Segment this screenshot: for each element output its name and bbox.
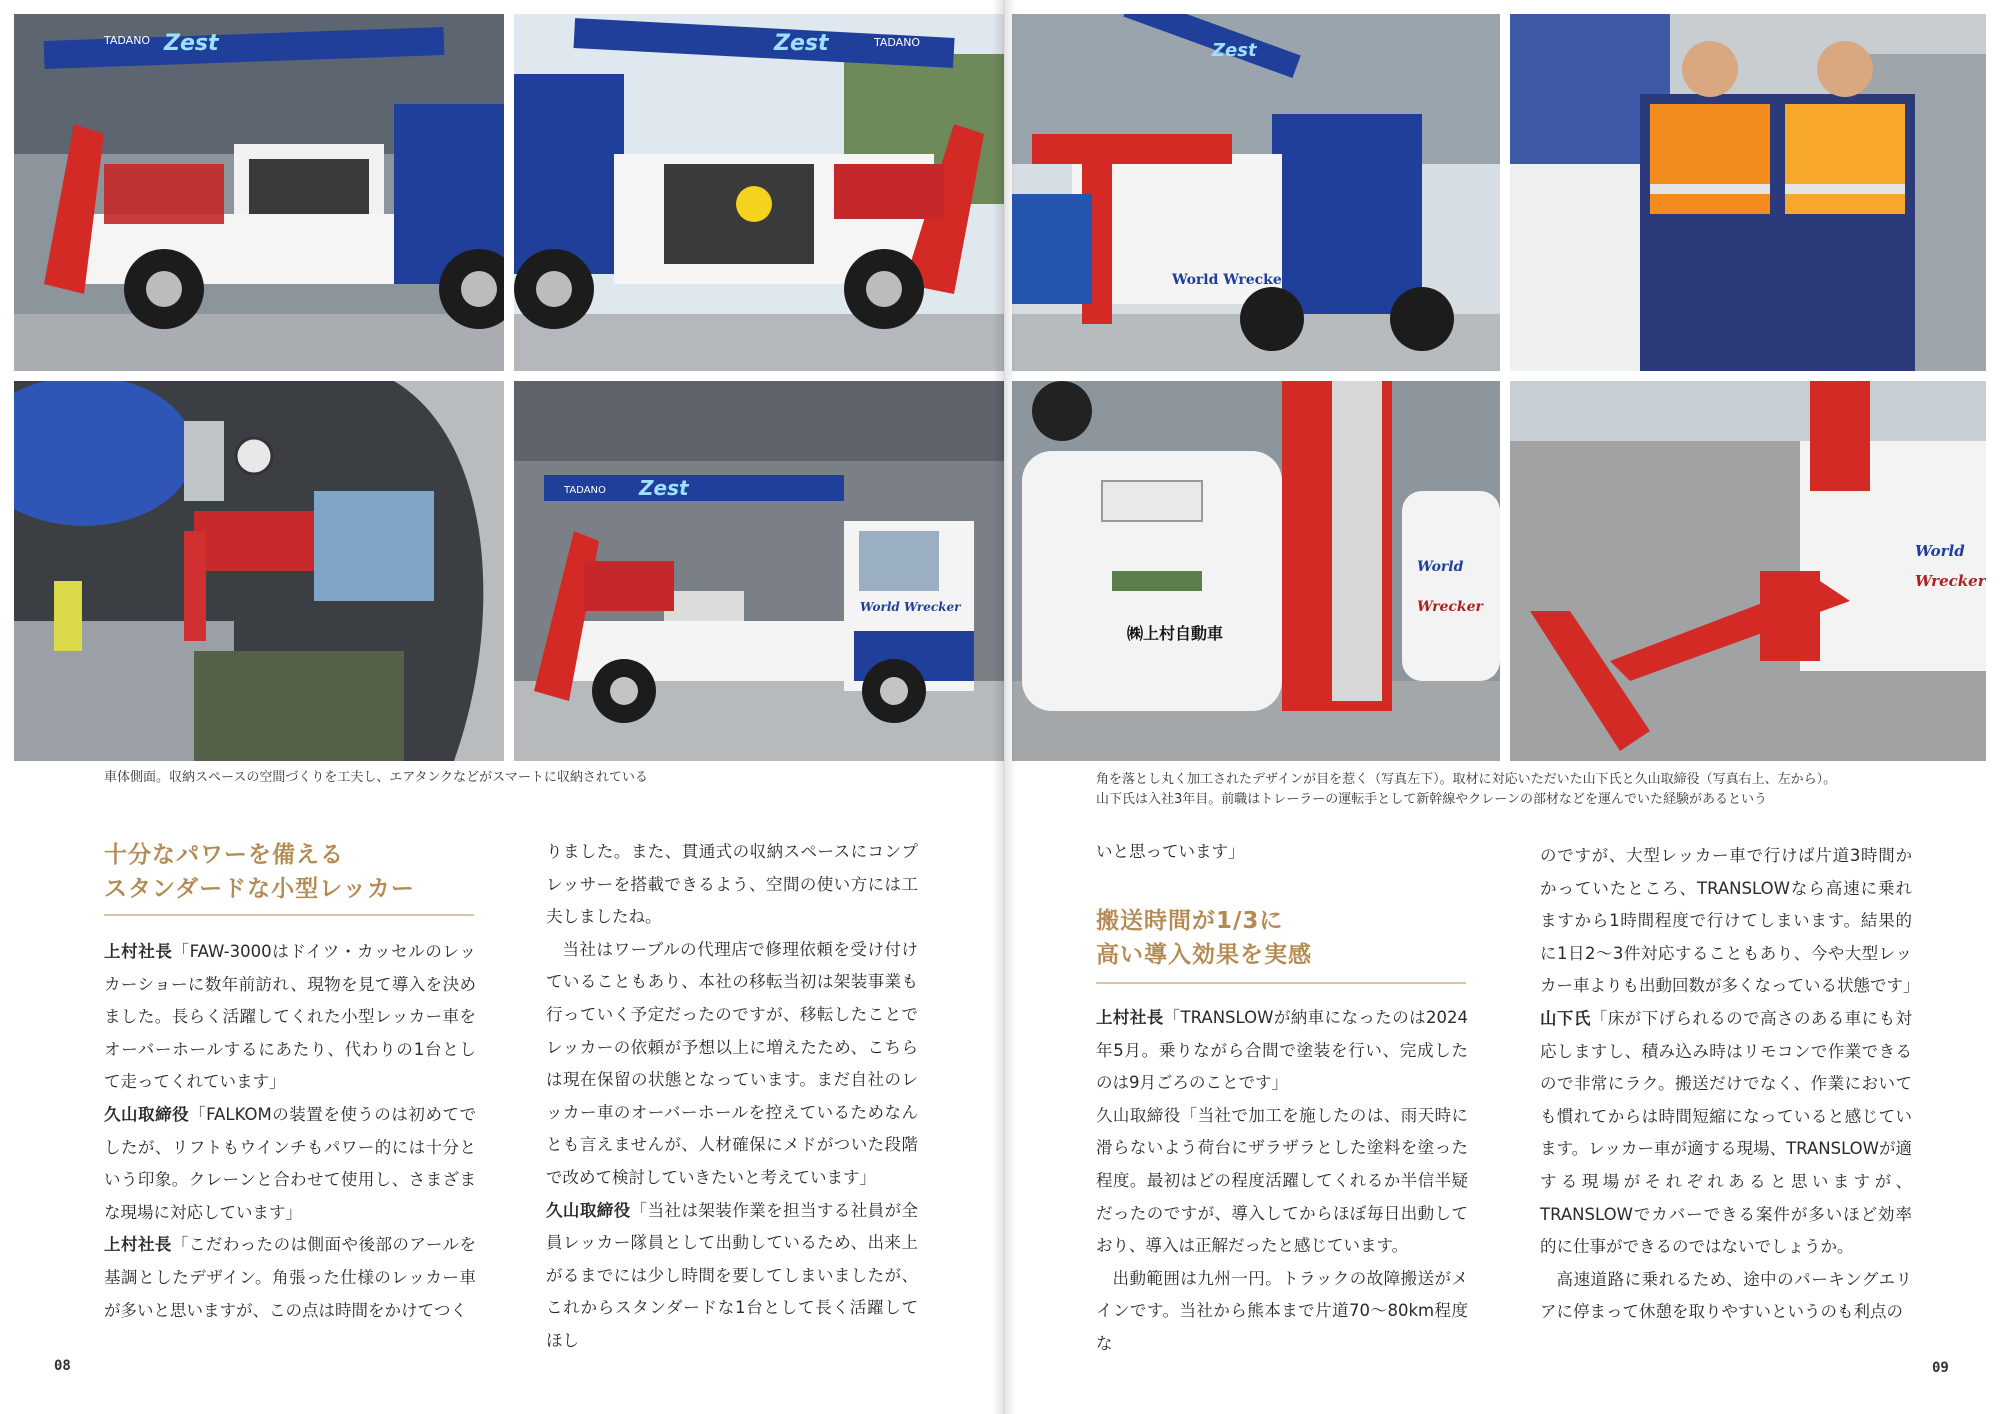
tadano-logo: TADANO	[104, 34, 151, 47]
paragraph	[1096, 1100, 1468, 1263]
tadano-logo: TADANO	[874, 36, 921, 49]
page-number-right: 09	[1932, 1360, 1949, 1376]
heading-1-line-1: 十分なパワーを備える	[104, 842, 344, 868]
zest-logo: Zest	[639, 476, 689, 500]
paragraph	[1096, 836, 1468, 869]
paragraph	[104, 1099, 476, 1229]
heading-2-line-1: 搬送時間が1/3に	[1096, 908, 1284, 934]
paragraph	[1540, 1003, 1912, 1264]
column-1	[104, 936, 476, 1327]
paragraph-text: 「床が下げられるので高さのある車にも対応しますし、積み込み時はリモコンで作業できるので非常にラク。搬送だけでなく、作業においても慣れてからは時間短縮になっていると感じています。レッカー車が適する現場、TRANSLOWが適する現場がそれぞれあると思いますが、TRANSLOWでカバーできる案件が多いほど効率的に仕事ができるのではないでしょうか。	[1540, 1008, 1913, 1257]
photo-boom-extended	[1510, 381, 1986, 761]
speaker: 久山取締役	[104, 1104, 190, 1124]
caption-left: 車体側面。収納スペースの空間づくりを工夫し、エアタンクなどがスマートに収納されている	[104, 770, 648, 785]
paragraph-text: 「FALKOMの装置を使うのは初めてでしたが、リフトもウインチもパワー的には十分という印象。クレーンと合わせて使用し、さまざまな現場に対応しています」	[104, 1104, 476, 1222]
caption-right-2: 山下氏は入社3年目。前職はトレーラーの運転手として新幹線やクレーンの部材などを運んでいた経験があるという	[1096, 792, 1768, 807]
paragraph-text: 「こだわったのは側面や後部のアールを基調としたデザイン。角張った仕様のレッカー車が多いと思いますが、この点は時間をかけてつく	[104, 1235, 476, 1320]
world-wrecker-logo: World Wrecker	[860, 600, 961, 614]
heading-2-line-2: 高い導入効果を実感	[1096, 942, 1312, 968]
paragraph-text: いと思っています」	[1096, 842, 1245, 861]
photo-side-right	[514, 14, 1004, 371]
paragraph	[1096, 1002, 1468, 1100]
paragraph-text: 「当社は架装作業を担当する社員が全員レッカー隊員として出動しているため、出来上がるまでには少し時間を要してしまいましたが、これからスタンダードな1台として長く活躍してほし	[546, 1200, 919, 1350]
photo-full-truck	[514, 381, 1004, 761]
paragraph	[546, 934, 918, 1195]
wrecker-logo: Wrecker	[1417, 599, 1483, 615]
world-wrecker-logo: World Wrecker	[1172, 272, 1290, 288]
paragraph	[104, 1229, 476, 1327]
paragraph	[546, 836, 918, 934]
column-3-top	[1096, 836, 1468, 869]
page-number-left: 08	[54, 1358, 71, 1374]
speaker: 上村社長	[104, 942, 173, 961]
heading-1	[104, 838, 484, 906]
speaker: 山下氏	[1540, 1008, 1591, 1028]
world-logo: World	[1417, 559, 1464, 575]
column-4	[1540, 840, 1920, 1329]
heading-1-rule	[104, 914, 474, 916]
zest-logo: Zest	[1212, 40, 1257, 61]
heading-1-line-2: スタンダードな小型レッカー	[104, 876, 415, 902]
paragraph-text: 「TRANSLOWが納車になったのは2024年5月。乗りながら合間で塗装を行い、完成したのは9月ごろのことです」	[1096, 1008, 1468, 1093]
photo-side-left	[14, 14, 504, 371]
photo-two-men	[1510, 14, 1986, 371]
wrecker-logo: Wrecker	[1915, 572, 1986, 590]
paragraph	[1540, 840, 1920, 1003]
paragraph-text: 「FAW-3000はドイツ・カッセルのレッカーショーに数年前訪れ、現物を見て導入を決めました。長らく活躍してくれた小型レッカー車をオーバーホールするにあたり、代わりの1台として走ってくれています」	[104, 942, 476, 1092]
heading-2-rule	[1096, 982, 1466, 984]
paragraph-text: 当社はワーブルの代理店で修理依頼を受け付けていることもあり、本社の移転当初は架装事業も行っていく予定だったのですが、移転したことでレッカーの依頼が予想以上に増えたため、こちらは現在保留の状態となっています。まだ自社のレッカー車のオーバーホールを控えているためなんとも言えませんが、人材確保にメドがついた段階で改めて検討していきたいと考えています」	[546, 939, 918, 1187]
world-logo: World	[1915, 542, 1965, 560]
tadano-logo: TADANO	[564, 485, 606, 496]
column-3	[1096, 1002, 1468, 1361]
paragraph	[1540, 1264, 1912, 1329]
paragraph-text: 高速道路に乗れるため、途中のパーキングエリアに停まって休憩を取りやすいというのも利点の	[1540, 1269, 1912, 1322]
paragraph	[1096, 1263, 1468, 1361]
paragraph	[104, 936, 476, 1099]
photo-air-tank	[14, 381, 504, 761]
caption-right-1: 角を落とし丸く加工されたデザインが目を惹く（写真左下）。取材に対応いただいた山下氏と久山取締役（写真右上、左から）。	[1096, 772, 1837, 787]
speaker: 上村社長	[1096, 1008, 1164, 1027]
company-label: ㈱上村自動車	[1127, 624, 1224, 643]
paragraph-text: りました。また、貫通式の収納スペースにコンプレッサーを搭載できるよう、空間の使い方には工夫しましたね。	[546, 842, 918, 927]
zest-logo: Zest	[164, 31, 219, 56]
zest-logo: Zest	[774, 31, 829, 56]
column-2	[546, 836, 918, 1358]
heading-2	[1096, 904, 1476, 972]
paragraph	[546, 1195, 918, 1358]
speaker: 上村社長	[104, 1235, 172, 1255]
speaker: 久山取締役	[546, 1200, 631, 1220]
photo-rear-angle	[1012, 14, 1500, 371]
paragraph-text: 出動範囲は九州一円。トラックの故障搬送がメインです。当社から熊本まで片道70〜80km程度な	[1096, 1268, 1468, 1353]
paragraph-text: 久山取締役「当社で加工を施したのは、雨天時に滑らないよう荷台にザラザラとした塗料を塗った程度。最初はどの程度活躍してくれるか半信半疑だったのですが、導入してからほぼ毎日出動しており、導入は正解だったと感じています。	[1096, 1105, 1468, 1256]
photo-rear-body	[1012, 381, 1500, 761]
paragraph-text: のですが、大型レッカー車で行けば片道3時間かかっていたところ、TRANSLOWなら高速に乗れますから1時間程度で行けてしまいます。結果的に1日2〜3件対応することもあり、今や大型レッカー車よりも出動回数が多くなっている状態です」	[1540, 846, 1920, 996]
page-gutter	[992, 0, 1016, 1414]
